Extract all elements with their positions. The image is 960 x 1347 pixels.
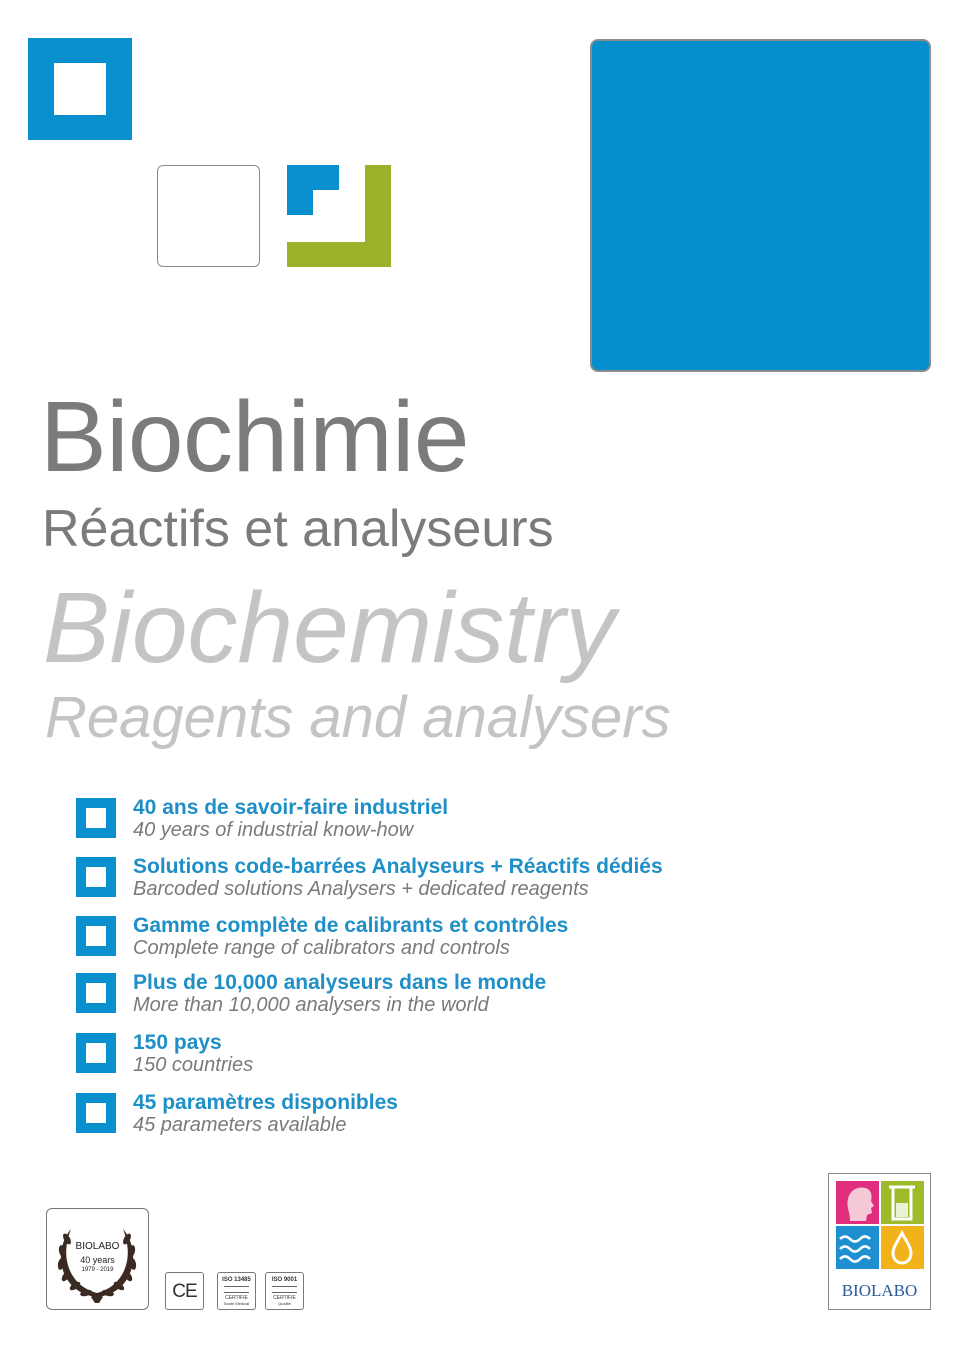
- decorative-corner-square: [287, 165, 391, 267]
- feature-title-en: Complete range of calibrators and controls: [133, 937, 510, 959]
- feature-title-en: 40 years of industrial know-how: [133, 819, 414, 841]
- feature-item: [76, 796, 776, 852]
- square-bullet-icon: [76, 973, 116, 1013]
- iso-13485-scope: Santé Médical: [223, 1301, 250, 1306]
- square-bullet-icon: [76, 916, 116, 956]
- iso-9001-certified: CERTIFIE: [273, 1295, 296, 1301]
- decorative-grey-square: [157, 165, 260, 267]
- feature-title-en: 150 countries: [133, 1054, 254, 1076]
- blue-panel: [590, 39, 931, 372]
- square-bullet-icon: [76, 1093, 116, 1133]
- feature-item: [76, 855, 776, 911]
- feature-title-en: 45 parameters available: [133, 1114, 347, 1136]
- feature-title-fr: Gamme complète de calibrants et contrôles: [133, 914, 569, 937]
- ce-mark-icon: [165, 1272, 204, 1310]
- subtitle-french: Réactifs et analyseurs: [42, 500, 554, 558]
- feature-title-fr: 150 pays: [133, 1031, 222, 1054]
- feature-title-fr: Solutions code-barrées Analyseurs + Réactifs dédiés: [133, 855, 663, 878]
- ce-mark-text: CE: [172, 1281, 197, 1302]
- iso-9001-badge: [265, 1272, 304, 1310]
- iso-13485-certified: CERTIFIE: [225, 1295, 248, 1301]
- biolabo-wordmark: BIOLABO: [841, 1281, 918, 1300]
- feature-title-en: More than 10,000 analysers in the world: [133, 994, 489, 1016]
- biolabo-logo-icon: [836, 1181, 924, 1269]
- feature-title-en: Barcoded solutions Analysers + dedicated reagents: [133, 878, 589, 900]
- title-french: Biochimie: [40, 381, 469, 493]
- anniversary-range: 1979 - 2019: [81, 1267, 114, 1273]
- iso-13485-label: ISO 13485: [222, 1277, 251, 1283]
- iso-13485-badge: [217, 1272, 256, 1310]
- square-bullet-icon: [76, 857, 116, 897]
- square-bullet-icon: [76, 798, 116, 838]
- subtitle-english: Reagents and analysers: [45, 685, 671, 750]
- feature-item: [76, 1091, 776, 1147]
- anniversary-badge: [46, 1208, 149, 1310]
- feature-title-fr: Plus de 10,000 analyseurs dans le monde: [133, 971, 547, 994]
- anniversary-years: 40 years: [80, 1255, 115, 1265]
- square-bullet-icon: [76, 1033, 116, 1073]
- feature-item: [76, 971, 776, 1027]
- anniversary-brand: BIOLABO: [75, 1241, 120, 1252]
- biolabo-logo: [828, 1173, 931, 1310]
- title-english: Biochemistry: [43, 572, 616, 684]
- decorative-blue-square: [28, 38, 132, 140]
- feature-item: [76, 1031, 776, 1087]
- feature-item: [76, 914, 776, 970]
- iso-9001-scope: Qualité: [278, 1301, 291, 1306]
- feature-title-fr: 45 paramètres disponibles: [133, 1091, 398, 1114]
- feature-title-fr: 40 ans de savoir-faire industriel: [133, 796, 449, 819]
- iso-9001-label: ISO 9001: [271, 1277, 298, 1283]
